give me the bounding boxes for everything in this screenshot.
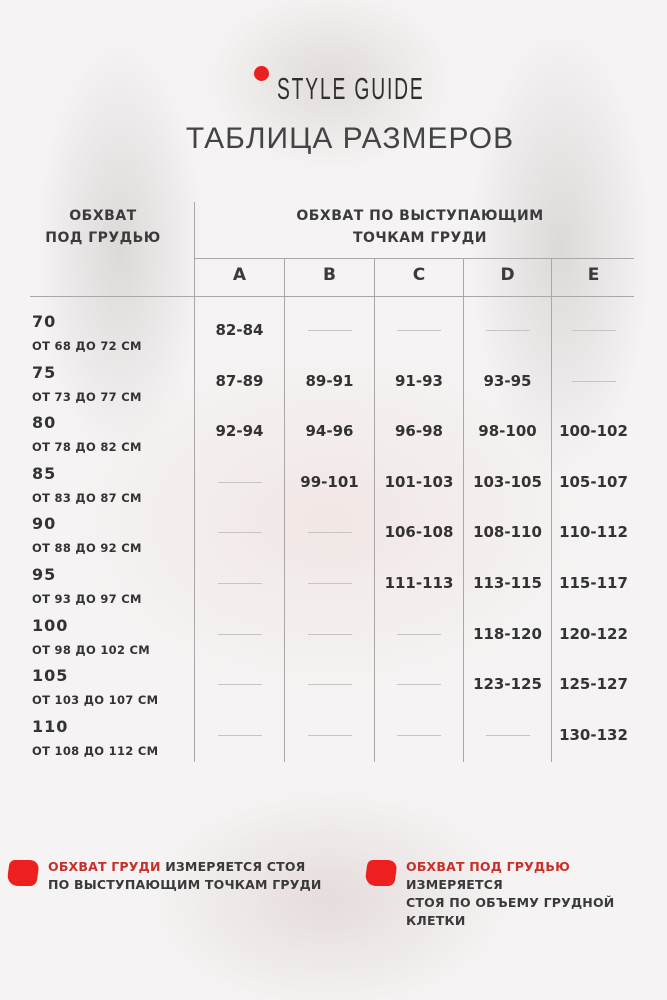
empty-dash — [572, 330, 616, 331]
empty-dash — [308, 634, 352, 635]
empty-dash — [218, 735, 262, 736]
bust-value: 125-127 — [559, 675, 628, 694]
page-title: ТАБЛИЦА РАЗМЕРОВ — [185, 122, 515, 155]
legend-bust-text — [48, 858, 322, 894]
underbust-range: ОТ 73 ДО 77 СМ — [32, 389, 142, 404]
empty-dash — [308, 330, 352, 331]
underbust-header-line1: ОБХВАТ — [69, 208, 137, 224]
bust-value: 130-132 — [559, 725, 628, 744]
underbust-size: 80 — [32, 413, 57, 433]
empty-dash — [218, 532, 262, 533]
underbust-size: 70 — [32, 312, 57, 331]
legend-marker-icon — [6, 860, 40, 886]
legend-underbust — [366, 858, 667, 930]
bust-value: 91-93 — [395, 371, 443, 390]
bust-value: 96-98 — [395, 422, 443, 441]
bust-value: 118-120 — [473, 624, 542, 643]
legend-underbust-rest: ИЗМЕРЯЕТСЯ — [406, 877, 503, 892]
empty-cell — [285, 623, 374, 645]
legend-underbust-text — [406, 858, 667, 930]
underbust-size: 90 — [32, 514, 57, 534]
empty-cell — [375, 623, 463, 645]
empty-cell — [195, 471, 284, 493]
underbust-range: ОТ 108 ДО 112 СМ — [32, 743, 159, 758]
bust-value: 94-96 — [305, 422, 354, 441]
empty-cell — [195, 724, 284, 746]
divider-cup-top — [194, 258, 634, 259]
bust-value: 100-102 — [559, 422, 628, 441]
underbust-range: ОТ 88 ДО 92 СМ — [32, 541, 142, 556]
empty-cell — [195, 521, 284, 543]
empty-cell — [285, 319, 374, 341]
empty-dash — [308, 532, 352, 533]
bust-value: 101-103 — [384, 472, 454, 491]
underbust-size: 105 — [32, 666, 69, 686]
underbust-range: ОТ 83 ДО 87 СМ — [32, 490, 142, 505]
bust-value: 110-112 — [559, 523, 628, 542]
bust-value: 103-105 — [473, 472, 542, 491]
empty-cell — [375, 673, 463, 695]
bust-value: 87-89 — [215, 371, 264, 390]
empty-cell — [195, 572, 284, 594]
cup-header-c: C — [412, 265, 426, 285]
bust-value: 108-110 — [473, 523, 542, 542]
bust-value: 99-101 — [300, 472, 359, 491]
bust-header-line2: ТОЧКАМ ГРУДИ — [352, 230, 487, 246]
empty-cell — [552, 370, 635, 392]
underbust-range: ОТ 103 ДО 107 СМ — [32, 693, 159, 708]
bust-value: 113-115 — [473, 574, 542, 592]
bust-value: 123-125 — [473, 675, 542, 694]
empty-dash — [218, 583, 262, 584]
empty-dash — [486, 735, 530, 736]
underbust-size: 75 — [32, 362, 57, 382]
underbust-size: 95 — [32, 565, 57, 584]
legend-bust-rest: ИЗМЕРЯЕТСЯ СТОЯ — [160, 859, 306, 874]
empty-dash — [308, 684, 352, 685]
empty-dash — [572, 381, 616, 382]
brand-logo — [254, 72, 507, 108]
legend-underbust-line2: СТОЯ ПО ОБЪЕМУ ГРУДНОЙ КЛЕТКИ — [406, 895, 615, 928]
empty-dash — [397, 735, 441, 736]
empty-cell — [285, 572, 374, 594]
underbust-range: ОТ 98 ДО 102 СМ — [32, 642, 151, 657]
underbust-size: 100 — [32, 615, 69, 635]
legend-bust-line2: ПО ВЫСТУПАЮЩИМ ТОЧКАМ ГРУДИ — [48, 877, 322, 892]
underbust-range: ОТ 78 ДО 82 СМ — [32, 440, 142, 455]
empty-cell — [464, 724, 551, 746]
empty-cell — [464, 319, 551, 341]
empty-dash — [218, 684, 262, 685]
empty-dash — [397, 684, 441, 685]
cup-header-d: D — [500, 265, 515, 285]
divider-header-bottom — [30, 296, 634, 297]
empty-cell — [195, 623, 284, 645]
underbust-size: 110 — [32, 716, 69, 736]
underbust-header-line2: ПОД ГРУДЬЮ — [45, 230, 161, 246]
bust-value: 106-108 — [384, 523, 454, 542]
empty-dash — [308, 735, 352, 736]
empty-dash — [308, 583, 352, 584]
logo-dot — [254, 66, 269, 81]
empty-cell — [285, 673, 374, 695]
empty-cell — [195, 673, 284, 695]
legend-bust — [8, 858, 322, 894]
empty-cell — [285, 724, 374, 746]
bust-value: 115-117 — [559, 574, 628, 592]
bust-value: 120-122 — [559, 624, 628, 643]
bust-header-line1: ОБХВАТ ПО ВЫСТУПАЮЩИМ — [296, 208, 544, 224]
bust-header — [195, 205, 645, 249]
cup-header-e: E — [587, 265, 600, 285]
empty-cell — [285, 521, 374, 543]
underbust-range: ОТ 93 ДО 97 СМ — [32, 592, 142, 606]
empty-cell — [552, 319, 635, 341]
legend-underbust-highlight: ОБХВАТ ПОД ГРУДЬЮ — [406, 859, 570, 874]
bust-value: 105-107 — [559, 472, 628, 491]
empty-cell — [375, 724, 463, 746]
cup-header-b: B — [323, 265, 336, 285]
legend-marker-icon — [364, 860, 398, 886]
bust-value: 98-100 — [478, 422, 537, 441]
legend-bust-highlight: ОБХВАТ ГРУДИ — [48, 859, 161, 874]
bust-value: 93-95 — [483, 371, 532, 390]
underbust-header — [28, 205, 178, 249]
underbust-size: 85 — [32, 463, 57, 483]
bust-value: 82-84 — [215, 321, 264, 339]
empty-dash — [218, 482, 262, 483]
empty-dash — [397, 634, 441, 635]
brand-name: STYLE GUIDE — [277, 71, 425, 106]
cup-header-a: A — [232, 265, 247, 285]
empty-dash — [218, 634, 262, 635]
empty-dash — [397, 330, 441, 331]
bust-value: 89-91 — [305, 371, 354, 390]
empty-dash — [486, 330, 530, 331]
empty-cell — [375, 319, 463, 341]
bust-value: 111-113 — [384, 574, 454, 592]
bust-value: 92-94 — [215, 422, 264, 441]
underbust-range: ОТ 68 ДО 72 СМ — [32, 339, 142, 353]
